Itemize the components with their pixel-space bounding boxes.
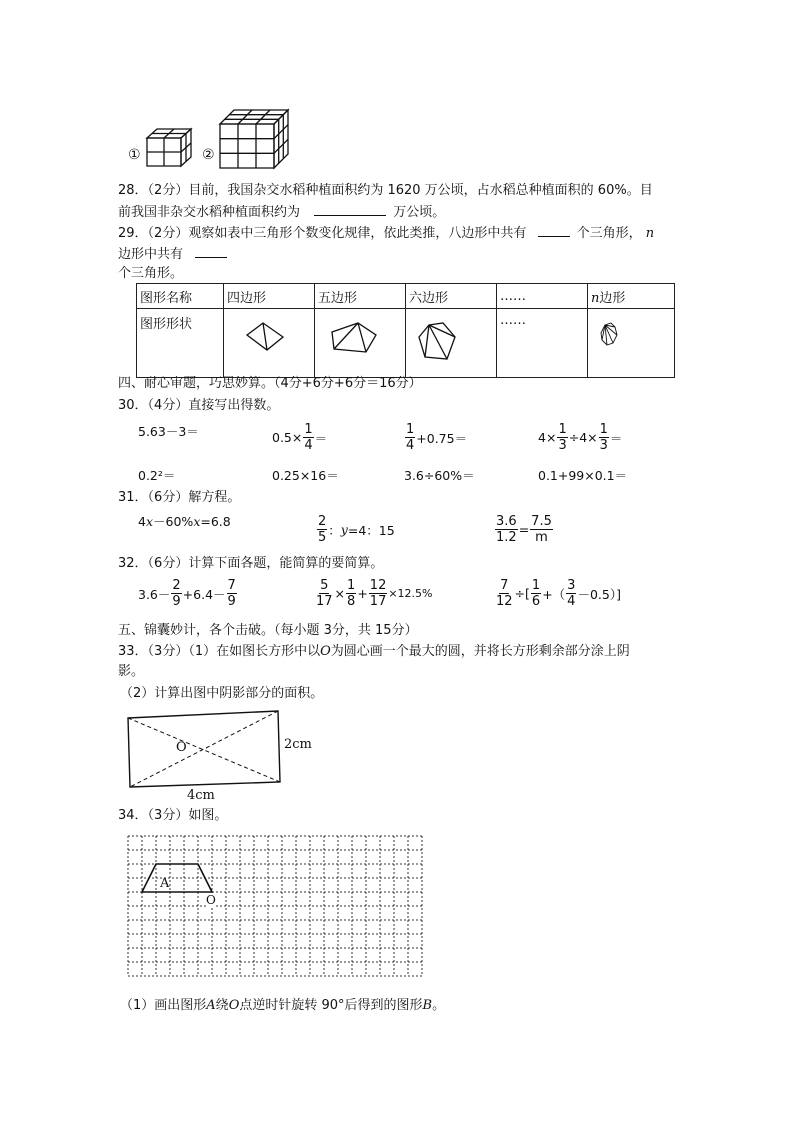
q31-equation-1 — [138, 512, 231, 530]
eq-text: =4：15 — [347, 522, 395, 538]
expr-text: +0.75＝ — [416, 430, 468, 446]
q31-equation-2 — [316, 514, 395, 545]
width-label: 4cm — [187, 788, 215, 803]
dotted-grid-figure — [126, 832, 434, 988]
q34-title: 34．（3分）如图。 — [118, 808, 228, 823]
hexagon-figure — [409, 313, 487, 367]
expr-text: ÷4× — [568, 430, 598, 445]
var-o: O — [228, 998, 240, 1013]
table-cell — [588, 309, 675, 378]
q30-expr-5: 0.2²＝ — [138, 468, 176, 483]
task-text: 绕 — [215, 998, 229, 1013]
numerator: 2 — [318, 514, 327, 529]
var-x: x — [145, 513, 154, 529]
numerator: 1 — [531, 578, 541, 593]
q29-n-gon-blank[interactable] — [195, 245, 227, 258]
calc-text: ×12.5% — [388, 587, 433, 600]
calc-text: +6.4－ — [182, 586, 226, 602]
fraction — [405, 422, 415, 453]
q29-line-2 — [118, 245, 227, 264]
q33-text-a: 33．（3分）（1）在如图长方形中以 — [118, 644, 321, 659]
table-cell: 五边形 — [315, 284, 406, 309]
q32-calc-3 — [494, 578, 621, 609]
q28-answer-blank[interactable] — [314, 203, 386, 216]
pentagon-figure — [318, 313, 396, 367]
numerator: 3 — [567, 578, 576, 593]
q30-expr-3 — [404, 422, 467, 453]
q31-title: 31．（6分）解方程。 — [118, 490, 241, 505]
q29-text-a: 29．（2分）观察如表中三角形个数变化规律，依此类推，八边形中共有 — [118, 226, 527, 241]
numerator: 2 — [172, 578, 181, 593]
n-gon-label: 边形 — [599, 290, 626, 306]
q31-equation-3 — [494, 514, 554, 545]
numerator: 7.5 — [531, 514, 552, 529]
denominator: 5 — [318, 530, 327, 545]
section-5-title: 五、锦囊妙计，各个击破。（每小题 3分，共 15分） — [118, 623, 418, 638]
polygon-triangle-table — [136, 283, 675, 378]
table-cell — [406, 309, 497, 378]
calc-text: －0.5）] — [577, 586, 621, 602]
q30-expr-1: 5.63－3＝ — [138, 424, 199, 439]
denominator: 3 — [599, 438, 608, 453]
denominator: 6 — [531, 594, 541, 609]
denominator: 17 — [369, 594, 387, 609]
fraction — [346, 578, 356, 609]
calc-text: + — [357, 586, 368, 601]
fraction — [566, 578, 576, 609]
var-x: x — [193, 513, 201, 529]
numerator: 5 — [320, 578, 329, 593]
q33-line-1 — [118, 643, 630, 661]
table-cell: 六边形 — [406, 284, 497, 309]
small-cube-figure — [145, 126, 193, 168]
q32-calc-2 — [314, 578, 433, 609]
q32-title: 32．（6分）计算下面各题，能简算的要简算。 — [118, 556, 384, 571]
q33-text-b: 为圆心画一个最大的圆，并将长方形剩余部分涂上阴 — [330, 644, 630, 659]
denominator: 8 — [347, 594, 356, 609]
denominator: 1.2 — [496, 530, 517, 545]
eq-text: －60% — [153, 514, 194, 529]
cube-label-1: ① — [128, 147, 141, 163]
table-cell — [315, 309, 406, 378]
denominator: 4 — [567, 594, 576, 609]
calc-text: × — [334, 586, 346, 601]
denominator: 12 — [496, 594, 513, 609]
denominator: 3 — [558, 438, 567, 453]
q30-expr-2 — [272, 422, 327, 453]
q34-task-1 — [120, 997, 445, 1015]
q28-line-2 — [118, 203, 445, 222]
numerator: 1 — [347, 578, 356, 593]
denominator: 4 — [406, 438, 415, 453]
large-cube-figure — [218, 106, 290, 170]
table-cell: …… — [497, 284, 588, 309]
q29-line-3: 个三角形。 — [118, 266, 184, 281]
table-cell: 四边形 — [224, 284, 315, 309]
denominator: 4 — [304, 438, 313, 453]
q29-line-1 — [118, 224, 654, 243]
q30-expr-8: 0.1+99×0.1＝ — [538, 468, 628, 483]
var-y: y — [340, 522, 348, 537]
expr-text: 0.5× — [272, 430, 303, 445]
shape-a-label: A — [160, 876, 170, 891]
fraction — [369, 578, 388, 609]
q30-expr-7: 3.6÷60%＝ — [404, 468, 475, 483]
fraction — [171, 578, 181, 609]
q30-expr-6: 0.25×16＝ — [272, 468, 339, 483]
var-b: B — [422, 998, 433, 1013]
numerator: 12 — [369, 578, 387, 593]
expr-text: ＝ — [314, 430, 328, 446]
cube-label-2: ② — [202, 147, 215, 163]
quadrilateral-figure — [227, 313, 305, 367]
section-4-title: 四、耐心审题，巧思妙算。（4分+6分+6分＝16分） — [118, 376, 422, 391]
n-prefix: n — [591, 290, 600, 306]
numerator: 7 — [227, 578, 236, 593]
task-text: 。 — [432, 998, 446, 1013]
fraction — [599, 422, 609, 453]
fraction — [557, 422, 567, 453]
n-gon-figure — [591, 313, 669, 367]
fraction — [227, 578, 237, 609]
q29-text-c: 边形中共有 — [118, 247, 184, 262]
numerator: 1 — [406, 422, 415, 437]
q32-calc-1 — [138, 578, 238, 609]
point-o-label: O — [206, 893, 216, 907]
denominator: 17 — [316, 594, 333, 609]
eq-text: = — [518, 522, 530, 537]
table-header-row — [137, 284, 675, 309]
q33-line-3: （2）计算出图中阴影部分的面积。 — [120, 686, 324, 701]
denominator: 9 — [172, 594, 181, 609]
fraction — [530, 514, 553, 545]
var-a: A — [206, 998, 216, 1013]
q29-n-var: n — [645, 226, 655, 241]
calc-text: ÷[ — [514, 586, 530, 601]
height-label: 2cm — [284, 737, 312, 752]
numerator: 3.6 — [496, 514, 517, 529]
q30-expr-4 — [538, 422, 622, 453]
q29-text-b: 个三角形， — [576, 226, 642, 241]
fraction — [495, 578, 514, 609]
q29-octagon-blank[interactable] — [538, 224, 570, 237]
expr-text: ＝ — [609, 430, 623, 446]
calc-text: 3.6－ — [138, 586, 171, 602]
table-cell: 图形形状 — [137, 309, 224, 378]
numerator: 1 — [304, 422, 313, 437]
center-o-label: O — [176, 740, 187, 755]
task-text: （1）画出图形 — [120, 998, 207, 1013]
q28-text-a: 前我国非杂交水稻种植面积约为 — [118, 205, 301, 220]
calc-text: +（ — [542, 586, 566, 602]
fraction — [531, 578, 541, 609]
var-o: O — [320, 644, 331, 659]
q30-title: 30．（4分）直接写出得数。 — [118, 398, 280, 413]
table-cell — [588, 284, 675, 309]
table-cell: 图形名称 — [137, 284, 224, 309]
eq-text: ： — [328, 522, 341, 538]
fraction — [315, 578, 334, 609]
denominator: m — [535, 530, 548, 545]
task-text: 点逆时针旋转 90°后得到的图形 — [239, 998, 423, 1013]
eq-text: 4 — [138, 513, 146, 529]
table-cell — [224, 309, 315, 378]
numerator: 1 — [599, 422, 608, 437]
expr-text: 4× — [538, 430, 557, 445]
table-cell: …… — [497, 309, 588, 378]
table-shape-row — [137, 309, 675, 378]
fraction — [317, 514, 327, 545]
rectangle-figure — [124, 708, 284, 788]
eq-text: =6.8 — [200, 513, 231, 529]
numerator: 1 — [558, 422, 567, 437]
numerator: 7 — [500, 578, 509, 593]
fraction — [495, 514, 518, 545]
q28-text-b: 万公顷。 — [393, 205, 446, 220]
q33-line-2: 影。 — [118, 664, 145, 679]
q28-line-1: 28．（2分）目前，我国杂交水稻种植面积约为 1620 万公顷，占水稻总种植面积的 60%。目 — [118, 183, 653, 198]
denominator: 9 — [227, 594, 236, 609]
fraction — [303, 422, 313, 453]
